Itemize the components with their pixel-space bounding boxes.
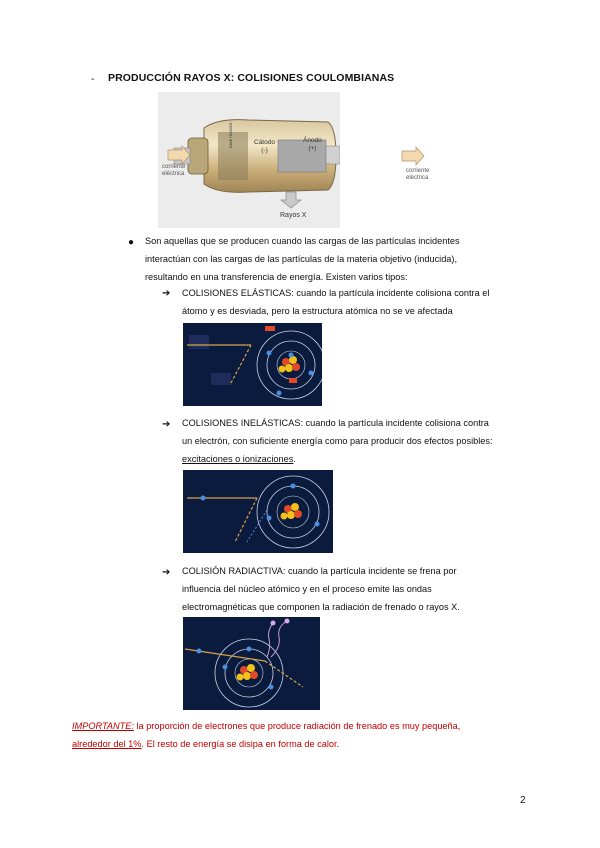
important-text: la proporción de electrones que produce radiación de frenado es muy pequeña, bbox=[133, 721, 461, 731]
xray-tube-figure bbox=[158, 92, 340, 228]
effects-period: . bbox=[293, 454, 296, 464]
important-label: IMPORTANTE: bbox=[72, 721, 134, 731]
elastic-line: átomo y es desviada, pero la estructura atómica no se ve afectada bbox=[182, 306, 453, 316]
section-title: PRODUCCIÓN RAYOS X: COLISIONES COULOMBIANAS bbox=[108, 72, 395, 84]
intro-line: interactúan con las cargas de las partículas de la materia objetivo (inducida), bbox=[145, 254, 458, 264]
important-note bbox=[72, 717, 542, 753]
radiative-line: influencia del núcleo atómico y en el proceso emite las ondas bbox=[182, 584, 432, 594]
effects-underlined: excitaciones o ionizaciones bbox=[182, 454, 294, 464]
left-current-label: corriente eléctrica bbox=[162, 164, 186, 177]
anode-label: Ánodo (+) bbox=[303, 137, 322, 152]
inelastic-effects-line bbox=[182, 450, 532, 468]
radiative-line: electromagnéticas que componen la radiación de frenado o rayos X. bbox=[182, 602, 460, 612]
radiative-arrow-icon: ➔ bbox=[162, 567, 171, 578]
intro-line: Son aquellas que se producen cuando las cargas de las partículas incidentes bbox=[145, 236, 460, 246]
current-out-arrow-icon bbox=[400, 146, 430, 166]
elastic-atom-diagram bbox=[183, 323, 322, 406]
page-number: 2 bbox=[520, 795, 526, 806]
elastic-line: COLISIONES ELÁSTICAS: cuando la partícula incidente colisiona contra el bbox=[182, 288, 490, 298]
inelastic-line: un electrón, con suficiente energía como para producir dos efectos posibles: bbox=[182, 436, 493, 446]
important-text-rest: . El resto de energía se disipa en forma de calor. bbox=[141, 739, 340, 749]
tube-brand-text: DAVE HOOKED bbox=[229, 122, 233, 148]
heading-bullet: - bbox=[91, 74, 95, 85]
intro-paragraph bbox=[145, 232, 505, 286]
radiative-collision-text bbox=[182, 562, 532, 616]
radiative-line: COLISIÓN RADIACTIVA: cuando la partícula incidente se frena por bbox=[182, 566, 457, 576]
inelastic-line: COLISIONES INELÁSTICAS: cuando la partícula incidente colisiona contra bbox=[182, 418, 489, 428]
elastic-collision-text bbox=[182, 284, 532, 320]
elastic-arrow-icon: ➔ bbox=[162, 288, 171, 299]
radiative-collision-figure bbox=[183, 617, 320, 710]
intro-bullet: ● bbox=[128, 237, 135, 248]
percentage-underlined: alrededor del 1% bbox=[72, 739, 142, 749]
inelastic-collision-figure bbox=[183, 470, 333, 553]
right-current-label: corriente eléctrica bbox=[406, 168, 430, 181]
important-note-line1 bbox=[72, 717, 542, 735]
inelastic-arrow-icon: ➔ bbox=[162, 419, 171, 430]
radiative-atom-diagram bbox=[183, 617, 320, 710]
important-note-line2 bbox=[72, 735, 542, 753]
elastic-collision-figure bbox=[183, 323, 322, 406]
xray-label: Rayos X bbox=[280, 212, 307, 219]
inelastic-atom-diagram bbox=[183, 470, 333, 553]
intro-line: resultando en una transferencia de energía. Existen varios tipos: bbox=[145, 272, 408, 282]
cathode-label: Cátodo (-) bbox=[254, 139, 275, 154]
xray-tube-illustration bbox=[158, 92, 340, 228]
inelastic-collision-text bbox=[182, 414, 532, 468]
